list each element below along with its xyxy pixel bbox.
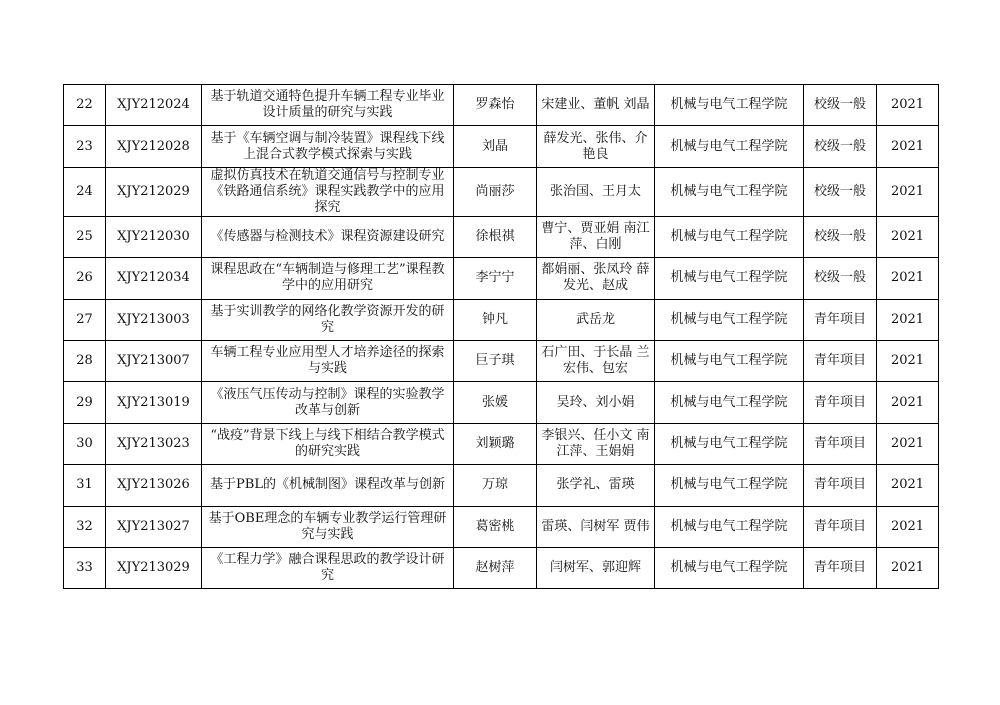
project-title-cell: 基于《车辆空调与制冷装置》课程线下线上混合式教学模式探索与实践 bbox=[202, 126, 454, 167]
row-number-cell: 24 bbox=[64, 167, 106, 216]
project-title-cell: 基于轨道交通特色提升车辆工程专业毕业设计质量的研究与实践 bbox=[202, 85, 454, 126]
project-leader-cell: 赵树萍 bbox=[454, 547, 537, 588]
college-cell: 机械与电气工程学院 bbox=[655, 216, 804, 257]
project-leader-cell: 万琼 bbox=[454, 465, 537, 506]
table-row bbox=[64, 85, 939, 126]
table-row bbox=[64, 299, 939, 340]
project-members-cell: 薛发光、张伟、介艳良 bbox=[537, 126, 655, 167]
project-table bbox=[63, 84, 939, 589]
project-members-cell: 闫树军、郭迎辉 bbox=[537, 547, 655, 588]
project-title-cell: “战疫”背景下线上与线下相结合教学模式的研究实践 bbox=[202, 423, 454, 464]
project-members-cell: 雷瑛、闫树军 贾伟 bbox=[537, 506, 655, 547]
project-code-cell: XJY213019 bbox=[106, 382, 202, 423]
project-level-cell: 校级一般 bbox=[804, 167, 877, 216]
row-number-cell: 25 bbox=[64, 216, 106, 257]
table-row bbox=[64, 167, 939, 216]
table-row bbox=[64, 216, 939, 257]
year-cell: 2021 bbox=[877, 340, 939, 381]
project-level-cell: 青年项目 bbox=[804, 299, 877, 340]
year-cell: 2021 bbox=[877, 506, 939, 547]
project-leader-cell: 葛密桃 bbox=[454, 506, 537, 547]
project-code-cell: XJY212030 bbox=[106, 216, 202, 257]
project-title-cell: 《传感器与检测技术》课程资源建设研究 bbox=[202, 216, 454, 257]
college-cell: 机械与电气工程学院 bbox=[655, 85, 804, 126]
project-members-cell: 宋建业、董帆 刘晶 bbox=[537, 85, 655, 126]
project-title-cell: 车辆工程专业应用型人才培养途径的探索与实践 bbox=[202, 340, 454, 381]
project-code-cell: XJY212029 bbox=[106, 167, 202, 216]
row-number-cell: 22 bbox=[64, 85, 106, 126]
project-leader-cell: 钟凡 bbox=[454, 299, 537, 340]
year-cell: 2021 bbox=[877, 299, 939, 340]
college-cell: 机械与电气工程学院 bbox=[655, 465, 804, 506]
project-members-cell: 李银兴、任小文 南江萍、王娟娟 bbox=[537, 423, 655, 464]
project-title-cell: 基于PBL的《机械制图》课程改革与创新 bbox=[202, 465, 454, 506]
row-number-cell: 29 bbox=[64, 382, 106, 423]
project-leader-cell: 李宁宁 bbox=[454, 258, 537, 299]
project-code-cell: XJY212024 bbox=[106, 85, 202, 126]
table-row bbox=[64, 340, 939, 381]
college-cell: 机械与电气工程学院 bbox=[655, 547, 804, 588]
row-number-cell: 27 bbox=[64, 299, 106, 340]
project-code-cell: XJY213026 bbox=[106, 465, 202, 506]
project-level-cell: 校级一般 bbox=[804, 216, 877, 257]
project-level-cell: 校级一般 bbox=[804, 126, 877, 167]
year-cell: 2021 bbox=[877, 85, 939, 126]
college-cell: 机械与电气工程学院 bbox=[655, 506, 804, 547]
year-cell: 2021 bbox=[877, 423, 939, 464]
row-number-cell: 30 bbox=[64, 423, 106, 464]
year-cell: 2021 bbox=[877, 465, 939, 506]
table-row bbox=[64, 382, 939, 423]
project-level-cell: 青年项目 bbox=[804, 506, 877, 547]
project-code-cell: XJY213029 bbox=[106, 547, 202, 588]
college-cell: 机械与电气工程学院 bbox=[655, 299, 804, 340]
project-leader-cell: 尚丽莎 bbox=[454, 167, 537, 216]
project-level-cell: 青年项目 bbox=[804, 340, 877, 381]
table-row bbox=[64, 465, 939, 506]
project-title-cell: 基于OBE理念的车辆专业教学运行管理研究与实践 bbox=[202, 506, 454, 547]
year-cell: 2021 bbox=[877, 167, 939, 216]
year-cell: 2021 bbox=[877, 126, 939, 167]
project-leader-cell: 张媛 bbox=[454, 382, 537, 423]
year-cell: 2021 bbox=[877, 258, 939, 299]
project-level-cell: 青年项目 bbox=[804, 547, 877, 588]
project-code-cell: XJY213023 bbox=[106, 423, 202, 464]
college-cell: 机械与电气工程学院 bbox=[655, 258, 804, 299]
college-cell: 机械与电气工程学院 bbox=[655, 423, 804, 464]
table-row bbox=[64, 423, 939, 464]
project-code-cell: XJY212034 bbox=[106, 258, 202, 299]
table-row bbox=[64, 258, 939, 299]
row-number-cell: 32 bbox=[64, 506, 106, 547]
project-table-body bbox=[64, 85, 939, 589]
year-cell: 2021 bbox=[877, 216, 939, 257]
project-title-cell: 《液压气压传动与控制》课程的实验教学改革与创新 bbox=[202, 382, 454, 423]
project-title-cell: 虚拟仿真技术在轨道交通信号与控制专业《铁路通信系统》课程实践教学中的应用探究 bbox=[202, 167, 454, 216]
project-members-cell: 石广田、于长晶 兰宏伟、包宏 bbox=[537, 340, 655, 381]
year-cell: 2021 bbox=[877, 382, 939, 423]
project-level-cell: 青年项目 bbox=[804, 382, 877, 423]
college-cell: 机械与电气工程学院 bbox=[655, 126, 804, 167]
table-row bbox=[64, 506, 939, 547]
project-level-cell: 青年项目 bbox=[804, 423, 877, 464]
year-cell: 2021 bbox=[877, 547, 939, 588]
project-code-cell: XJY213027 bbox=[106, 506, 202, 547]
row-number-cell: 28 bbox=[64, 340, 106, 381]
project-members-cell: 张治国、王月太 bbox=[537, 167, 655, 216]
college-cell: 机械与电气工程学院 bbox=[655, 382, 804, 423]
table-row bbox=[64, 126, 939, 167]
row-number-cell: 31 bbox=[64, 465, 106, 506]
project-leader-cell: 巨子琪 bbox=[454, 340, 537, 381]
project-title-cell: 《工程力学》融合课程思政的教学设计研究 bbox=[202, 547, 454, 588]
project-leader-cell: 刘晶 bbox=[454, 126, 537, 167]
project-members-cell: 吴玲、刘小娟 bbox=[537, 382, 655, 423]
project-code-cell: XJY213003 bbox=[106, 299, 202, 340]
college-cell: 机械与电气工程学院 bbox=[655, 167, 804, 216]
project-leader-cell: 徐根祺 bbox=[454, 216, 537, 257]
project-code-cell: XJY213007 bbox=[106, 340, 202, 381]
row-number-cell: 23 bbox=[64, 126, 106, 167]
project-members-cell: 都娟丽、张凤玲 薛发光、赵成 bbox=[537, 258, 655, 299]
table-row bbox=[64, 547, 939, 588]
project-level-cell: 青年项目 bbox=[804, 465, 877, 506]
college-cell: 机械与电气工程学院 bbox=[655, 340, 804, 381]
project-leader-cell: 罗森怡 bbox=[454, 85, 537, 126]
project-title-cell: 基于实训教学的网络化教学资源开发的研究 bbox=[202, 299, 454, 340]
project-code-cell: XJY212028 bbox=[106, 126, 202, 167]
project-level-cell: 校级一般 bbox=[804, 85, 877, 126]
row-number-cell: 33 bbox=[64, 547, 106, 588]
project-members-cell: 张学礼、雷瑛 bbox=[537, 465, 655, 506]
project-leader-cell: 刘颖璐 bbox=[454, 423, 537, 464]
project-level-cell: 校级一般 bbox=[804, 258, 877, 299]
row-number-cell: 26 bbox=[64, 258, 106, 299]
project-title-cell: 课程思政在“车辆制造与修理工艺”课程教学中的应用研究 bbox=[202, 258, 454, 299]
project-members-cell: 曹宁、贾亚娟 南江萍、白刚 bbox=[537, 216, 655, 257]
project-members-cell: 武岳龙 bbox=[537, 299, 655, 340]
